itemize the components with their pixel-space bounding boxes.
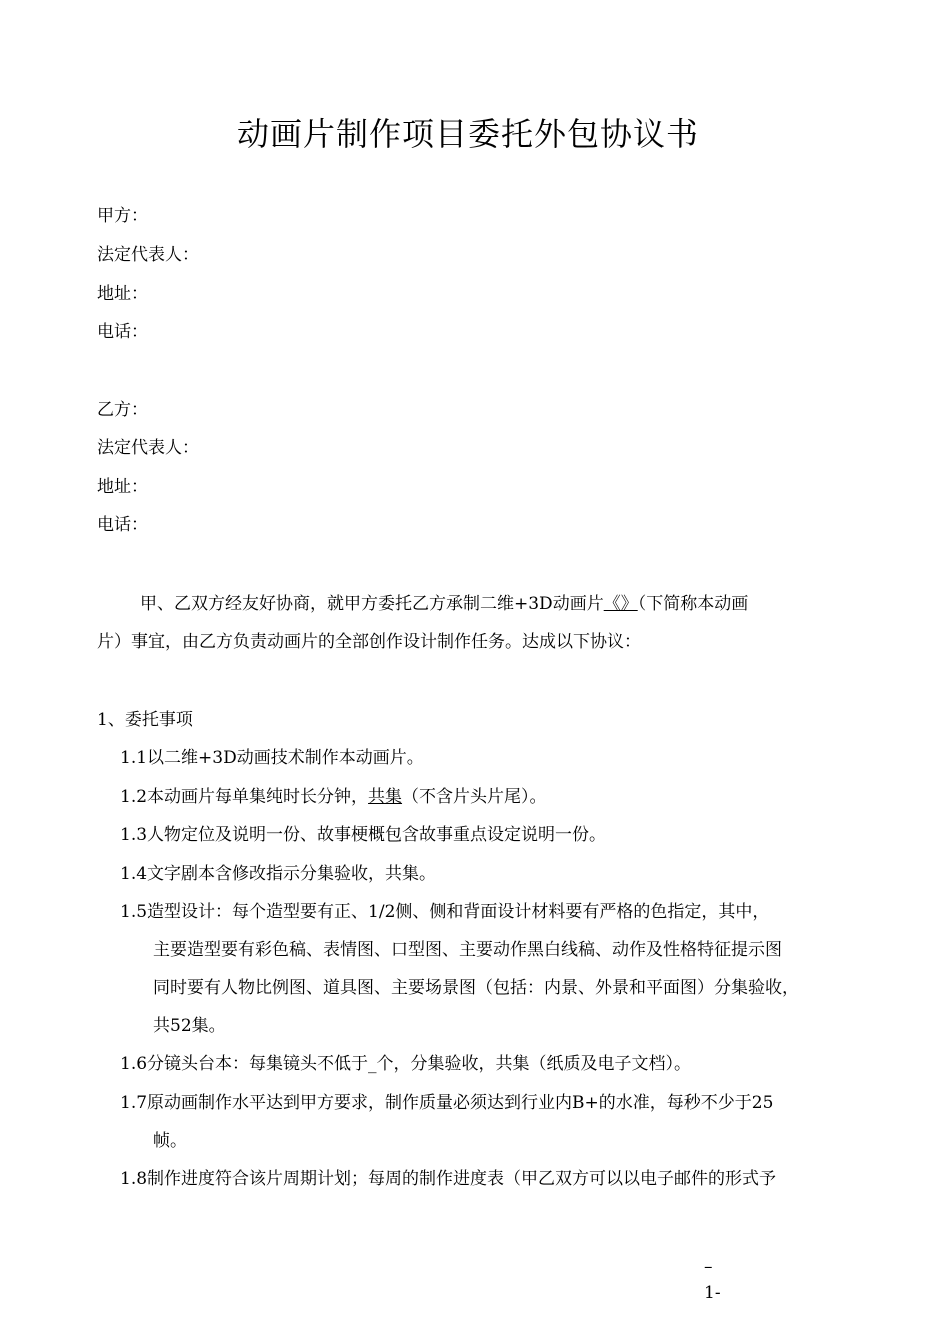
party-a-rep-label: 法定代表人： bbox=[97, 245, 199, 265]
item-1-2-pre: 1.2本动画片每单集纯时长分钟， bbox=[120, 787, 369, 807]
intro-line-1-pre: 甲、乙双方经友好协商，就甲方委托乙方承制二维+3D动画片 bbox=[140, 594, 604, 614]
item-1-6: 1.6分镜头台本：每集镜头不低于_个，分集验收，共集（纸质及电子文档）。 bbox=[120, 1054, 692, 1074]
party-b-phone-label: 电话： bbox=[97, 515, 148, 535]
intro-line-1-post: （下简称本动画 bbox=[637, 594, 749, 614]
item-1-8: 1.8制作进度符合该片周期计划；每周的制作进度表（甲乙双方可以以电子邮件的形式予 bbox=[120, 1169, 777, 1189]
animation-title-blank: 《》 bbox=[603, 594, 638, 614]
intro-line-2: 片）事宜，由乙方负责动画片的全部创作设计制作任务。达成以下协议： bbox=[97, 632, 641, 652]
item-1-5-line-3: 同时要有人物比例图、道具图、主要场景图（包括：内景、外景和平面图）分集验收， bbox=[153, 978, 799, 998]
item-1-2-underlined: 共集 bbox=[368, 787, 403, 807]
item-1-5-line-1: 1.5造型设计：每个造型要有正、1/2侧、侧和背面设计材料要有严格的色指定，其中， bbox=[120, 902, 770, 922]
section-1-heading: 1、委托事项 bbox=[97, 710, 193, 730]
party-b-rep-label: 法定代表人： bbox=[97, 438, 199, 458]
item-1-4: 1.4文字剧本含修改指示分集验收，共集。 bbox=[120, 864, 437, 884]
party-a-address-label: 地址： bbox=[97, 284, 148, 304]
intro-line-1 bbox=[140, 593, 748, 615]
footer-dash: – bbox=[704, 1257, 713, 1277]
item-1-7-line-1: 1.7原动画制作水平达到甲方要求，制作质量必须达到行业内B+的水准，每秒不少于25 bbox=[120, 1093, 774, 1113]
item-1-5-line-2: 主要造型要有彩色稿、表情图、口型图、主要动作黑白线稿、动作及性格特征提示图 bbox=[153, 940, 782, 960]
party-a-phone-label: 电话： bbox=[97, 322, 148, 342]
party-b-address-label: 地址： bbox=[97, 477, 148, 497]
document-title: 动画片制作项目委托外包协议书 bbox=[237, 115, 700, 153]
item-1-7-line-2: 帧。 bbox=[153, 1131, 187, 1151]
page-number: 1- bbox=[704, 1283, 721, 1303]
item-1-2 bbox=[120, 786, 547, 808]
item-1-2-post: （不含片头片尾）。 bbox=[402, 787, 547, 807]
item-1-5-line-4: 共52集。 bbox=[153, 1016, 226, 1036]
item-1-3: 1.3人物定位及说明一份、故事梗概包含故事重点设定说明一份。 bbox=[120, 825, 607, 845]
party-a-label: 甲方： bbox=[97, 206, 148, 226]
item-1-1: 1.1以二维+3D动画技术制作本动画片。 bbox=[120, 748, 424, 768]
party-b-label: 乙方： bbox=[97, 400, 148, 420]
